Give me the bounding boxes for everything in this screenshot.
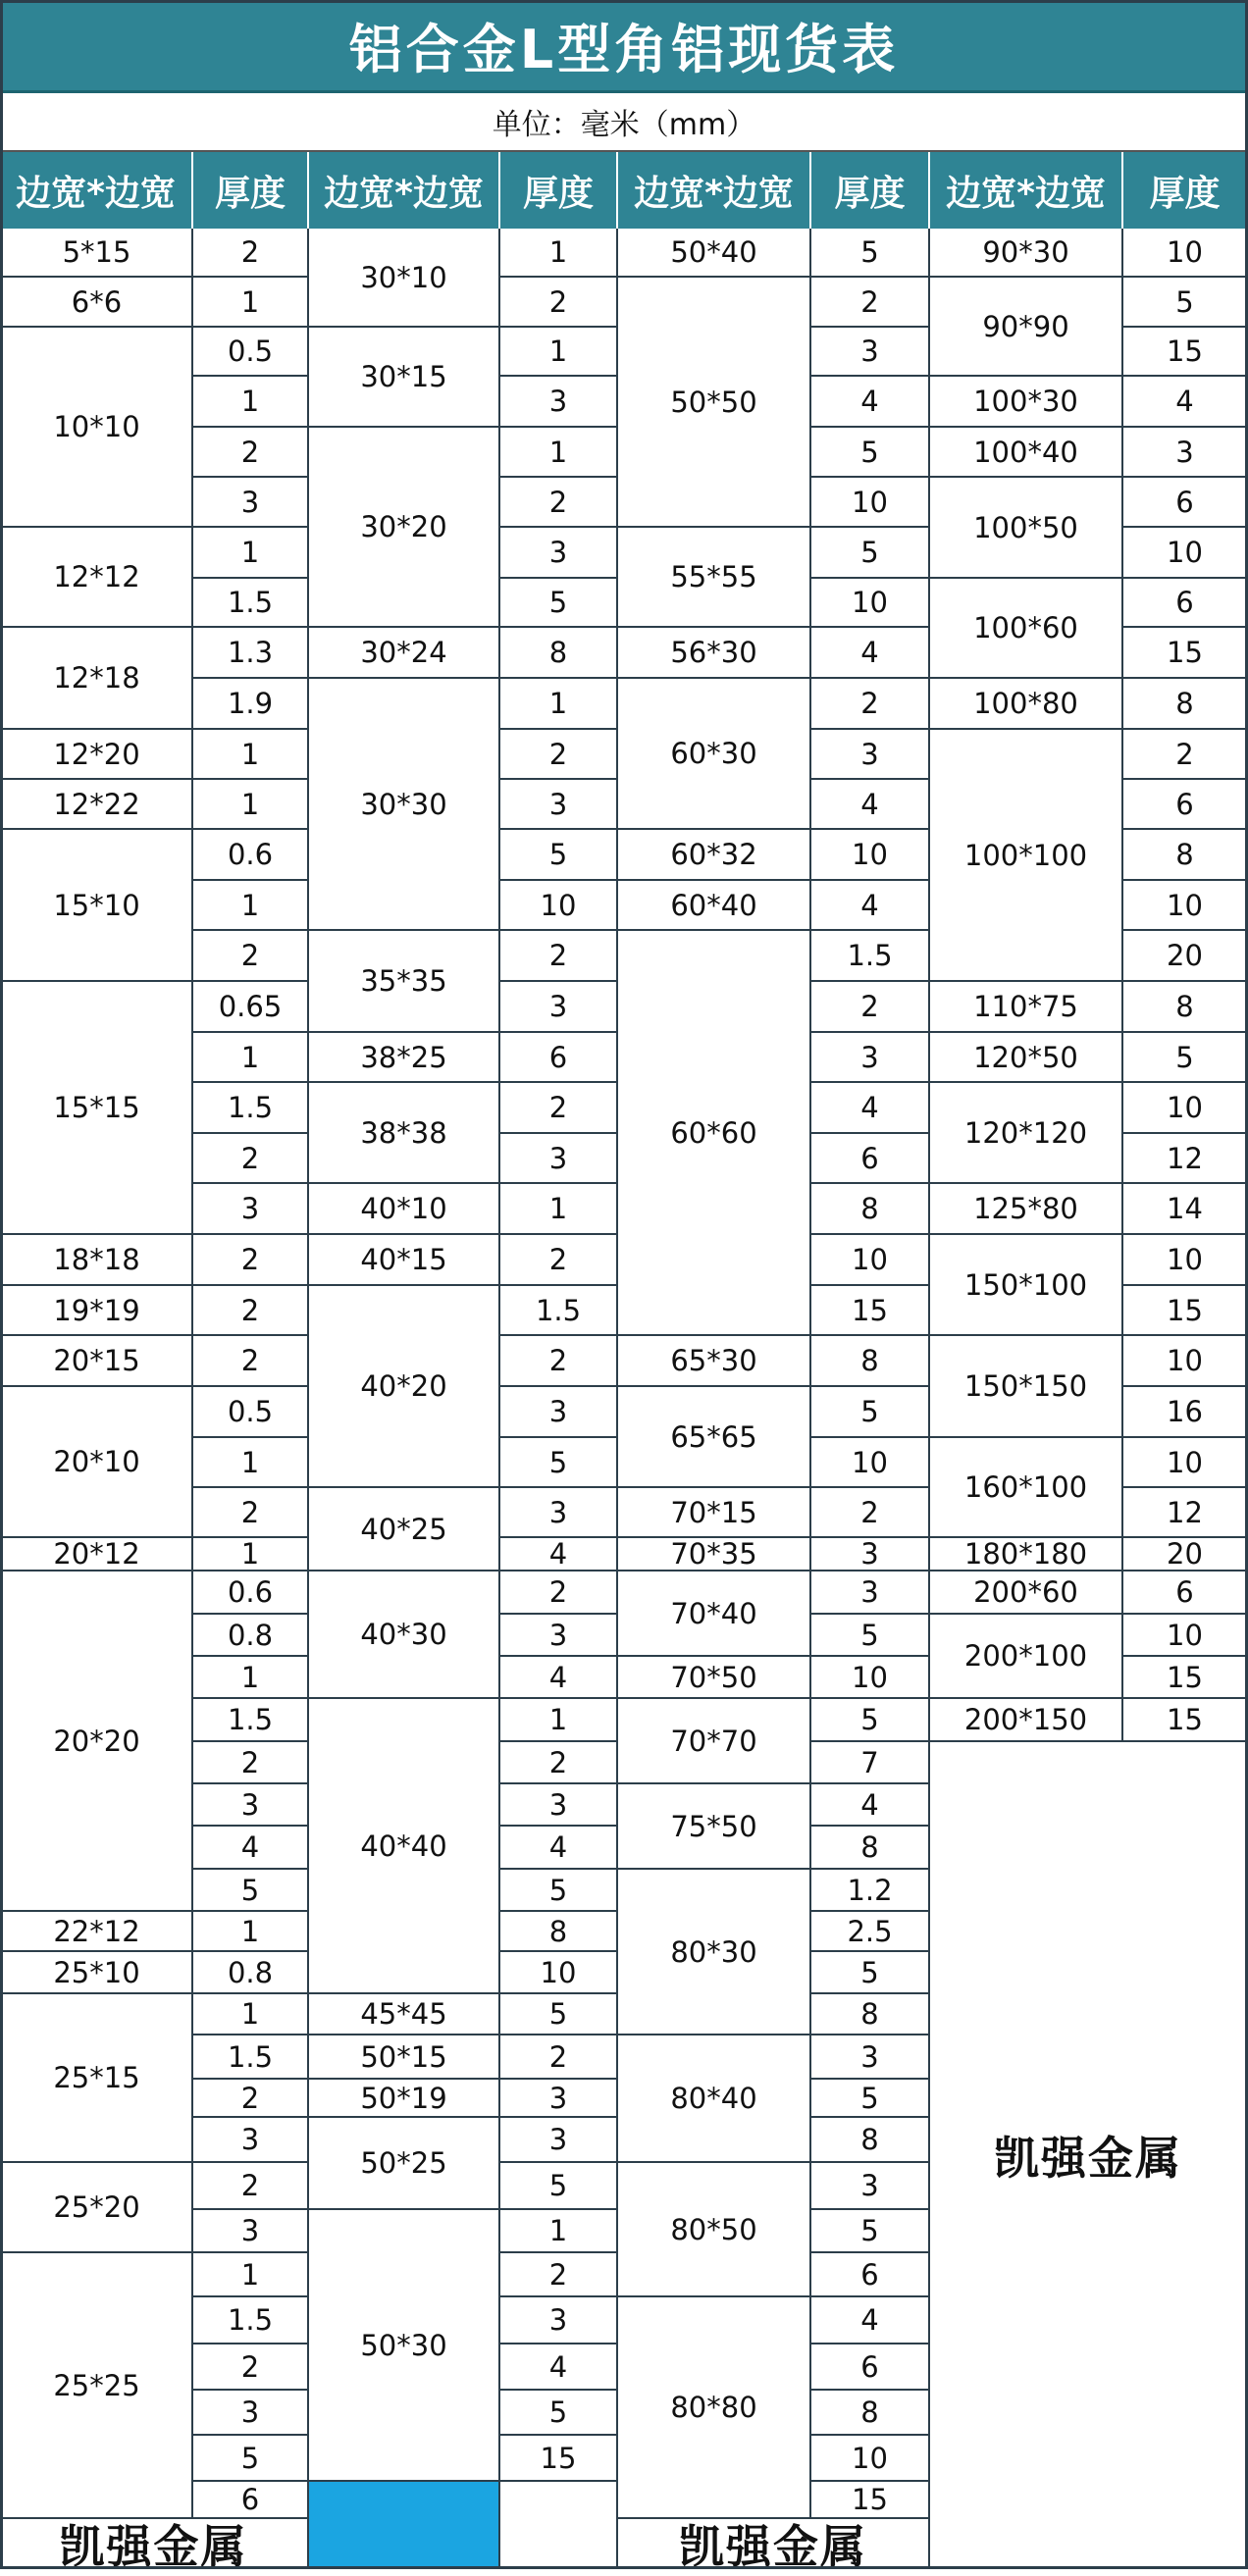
thickness-cell: 7 <box>811 1742 930 1784</box>
thickness-cell: 3 <box>811 1538 930 1571</box>
thickness-cell: 2 <box>500 1235 618 1286</box>
thickness-cell: 2 <box>193 1336 309 1387</box>
header-thickness: 厚度 <box>193 152 309 229</box>
size-cell: 60*32 <box>618 830 811 881</box>
size-cell: 25*20 <box>0 2163 193 2253</box>
thickness-cell: 4 <box>811 377 930 428</box>
thickness-cell: 6 <box>1123 478 1248 528</box>
size-cell: 35*35 <box>309 931 500 1033</box>
thickness-cell: 8 <box>811 2391 930 2436</box>
header-thickness: 厚度 <box>1123 152 1248 229</box>
thickness-cell: 4 <box>811 881 930 931</box>
thickness-cell: 2 <box>193 1742 309 1784</box>
size-cell: 80*50 <box>618 2163 811 2297</box>
thickness-cell: 2 <box>500 2253 618 2297</box>
thickness-cell: 2 <box>811 982 930 1033</box>
thickness-cell: 20 <box>1123 931 1248 982</box>
size-cell: 90*90 <box>930 278 1123 377</box>
thickness-cell: 10 <box>1123 881 1248 931</box>
size-cell: 25*15 <box>0 1994 193 2163</box>
thickness-cell: 5 <box>811 2080 930 2118</box>
thickness-cell: 16 <box>1123 1387 1248 1438</box>
thickness-cell: 1.5 <box>193 1699 309 1742</box>
thickness-cell: 2 <box>811 1488 930 1538</box>
thickness-cell: 5 <box>811 229 930 278</box>
thickness-cell: 6 <box>811 2253 930 2297</box>
thickness-cell: 1.3 <box>193 628 309 679</box>
thickness-cell: 2 <box>193 229 309 278</box>
thickness-cell: 2 <box>193 1488 309 1538</box>
thickness-cell: 2 <box>500 1571 618 1615</box>
thickness-cell: 8 <box>1123 830 1248 881</box>
thickness-cell: 3 <box>193 1184 309 1235</box>
thickness-cell: 1 <box>193 1033 309 1083</box>
thickness-cell: 5 <box>1123 278 1248 328</box>
header-size: 边宽*边宽 <box>309 152 500 229</box>
size-cell: 70*15 <box>618 1488 811 1538</box>
header-size: 边宽*边宽 <box>618 152 811 229</box>
size-cell: 12*18 <box>0 628 193 730</box>
size-cell: 38*38 <box>309 1083 500 1184</box>
size-cell: 25*25 <box>0 2253 193 2519</box>
thickness-cell: 1 <box>193 377 309 428</box>
size-cell: 50*30 <box>309 2210 500 2482</box>
thickness-cell: 8 <box>811 1336 930 1387</box>
thickness-cell: 5 <box>811 1699 930 1742</box>
thickness-cell: 4 <box>811 1784 930 1827</box>
thickness-cell: 2 <box>500 730 618 780</box>
brand-label: 凯强金属 <box>994 2131 1182 2185</box>
thickness-cell: 1 <box>193 881 309 931</box>
size-cell: 50*25 <box>309 2118 500 2210</box>
thickness-cell: 3 <box>500 1387 618 1438</box>
size-cell: 40*20 <box>309 1286 500 1488</box>
thickness-cell: 3 <box>500 528 618 579</box>
brand-label: 凯强金属 <box>679 2519 867 2573</box>
thickness-cell: 2 <box>500 931 618 982</box>
thickness-cell: 4 <box>811 780 930 830</box>
thickness-cell: 6 <box>500 1033 618 1083</box>
size-cell: 65*65 <box>618 1387 811 1488</box>
thickness-cell: 5 <box>811 528 930 579</box>
thickness-cell: 3 <box>500 1134 618 1184</box>
thickness-cell: 5 <box>193 1870 309 1912</box>
thickness-cell: 0.8 <box>193 1615 309 1657</box>
thickness-cell: 1.5 <box>193 579 309 628</box>
size-cell: 40*40 <box>309 1699 500 1994</box>
thickness-cell: 20 <box>1123 1538 1248 1571</box>
thickness-cell: 2 <box>1123 730 1248 780</box>
header-size: 边宽*边宽 <box>930 152 1123 229</box>
thickness-cell: 0.6 <box>193 1571 309 1615</box>
thickness-cell: 2 <box>811 679 930 730</box>
thickness-cell: 10 <box>811 1235 930 1286</box>
thickness-cell: 1 <box>500 2210 618 2253</box>
thickness-cell: 3 <box>193 2210 309 2253</box>
thickness-cell: 1 <box>193 1912 309 1952</box>
size-cell: 100*30 <box>930 377 1123 428</box>
size-cell: 20*12 <box>0 1538 193 1571</box>
thickness-cell: 0.8 <box>193 1952 309 1994</box>
thickness-cell: 3 <box>500 2080 618 2118</box>
size-cell: 22*12 <box>0 1912 193 1952</box>
thickness-cell: 5 <box>811 1387 930 1438</box>
thickness-cell: 1 <box>193 2253 309 2297</box>
size-cell: 70*35 <box>618 1538 811 1571</box>
size-cell: 30*30 <box>309 679 500 931</box>
thickness-cell: 15 <box>1123 328 1248 377</box>
brand-area <box>618 2519 930 2573</box>
thickness-cell: 5 <box>811 1615 930 1657</box>
thickness-cell: 3 <box>811 2035 930 2080</box>
thickness-cell: 4 <box>811 1083 930 1134</box>
thickness-cell: 10 <box>1123 528 1248 579</box>
page-title: 铝合金L型角铝现货表 <box>0 0 1248 93</box>
size-cell: 70*70 <box>618 1699 811 1784</box>
thickness-cell: 6 <box>1123 579 1248 628</box>
size-cell: 12*20 <box>0 730 193 780</box>
size-cell: 45*45 <box>309 1994 500 2035</box>
thickness-cell: 3 <box>811 328 930 377</box>
thickness-cell: 5 <box>500 1438 618 1488</box>
size-cell: 110*75 <box>930 982 1123 1033</box>
thickness-cell: 5 <box>500 2391 618 2436</box>
size-cell: 150*100 <box>930 1235 1123 1336</box>
size-cell: 40*15 <box>309 1235 500 1286</box>
thickness-cell: 8 <box>811 1184 930 1235</box>
thickness-cell: 4 <box>500 1827 618 1870</box>
thickness-cell: 5 <box>500 2163 618 2210</box>
thickness-cell: 5 <box>500 1994 618 2035</box>
thickness-cell: 1 <box>193 730 309 780</box>
thickness-cell: 3 <box>1123 428 1248 478</box>
thickness-cell: 4 <box>500 2344 618 2391</box>
size-cell: 30*15 <box>309 328 500 428</box>
size-cell: 100*80 <box>930 679 1123 730</box>
thickness-cell: 4 <box>193 1827 309 1870</box>
header-size: 边宽*边宽 <box>0 152 193 229</box>
thickness-cell: 4 <box>811 628 930 679</box>
thickness-cell: 1 <box>193 1538 309 1571</box>
thickness-cell: 10 <box>1123 1336 1248 1387</box>
thickness-cell: 3 <box>193 2118 309 2163</box>
brand-area <box>0 2519 309 2573</box>
size-cell: 50*15 <box>309 2035 500 2080</box>
size-cell: 55*55 <box>618 528 811 628</box>
thickness-cell: 2.5 <box>811 1912 930 1952</box>
thickness-cell: 15 <box>1123 1657 1248 1699</box>
thickness-cell: 2 <box>500 1083 618 1134</box>
thickness-cell: 6 <box>1123 780 1248 830</box>
size-cell: 12*12 <box>0 528 193 628</box>
size-cell: 70*40 <box>618 1571 811 1657</box>
size-cell: 70*50 <box>618 1657 811 1699</box>
thickness-cell: 2 <box>193 2163 309 2210</box>
thickness-cell: 3 <box>193 1784 309 1827</box>
thickness-cell: 8 <box>1123 982 1248 1033</box>
thickness-cell: 15 <box>1123 1699 1248 1742</box>
size-cell: 100*50 <box>930 478 1123 579</box>
thickness-cell: 10 <box>500 881 618 931</box>
thickness-cell: 3 <box>193 2391 309 2436</box>
size-cell: 50*40 <box>618 229 811 278</box>
size-cell: 100*60 <box>930 579 1123 679</box>
header-thickness: 厚度 <box>811 152 930 229</box>
thickness-cell: 10 <box>811 579 930 628</box>
size-cell: 19*19 <box>0 1286 193 1336</box>
thickness-cell: 2 <box>193 2080 309 2118</box>
size-cell: 180*180 <box>930 1538 1123 1571</box>
thickness-cell: 1 <box>193 1994 309 2035</box>
thickness-cell: 3 <box>500 2118 618 2163</box>
thickness-cell: 2 <box>193 1235 309 1286</box>
thickness-cell: 6 <box>193 2482 309 2519</box>
thickness-cell: 8 <box>500 1912 618 1952</box>
thickness-cell: 3 <box>500 780 618 830</box>
thickness-cell: 14 <box>1123 1184 1248 1235</box>
size-cell: 50*19 <box>309 2080 500 2118</box>
size-cell: 200*150 <box>930 1699 1123 1742</box>
thickness-cell: 5 <box>193 2436 309 2482</box>
thickness-cell: 10 <box>1123 1235 1248 1286</box>
size-cell: 50*50 <box>618 278 811 528</box>
thickness-cell: 10 <box>811 478 930 528</box>
thickness-cell: 3 <box>500 982 618 1033</box>
thickness-cell: 5 <box>811 1952 930 1994</box>
thickness-cell: 1 <box>500 1699 618 1742</box>
size-cell: 15*15 <box>0 982 193 1235</box>
thickness-cell: 3 <box>811 730 930 780</box>
thickness-cell: 2 <box>500 278 618 328</box>
thickness-cell: 12 <box>1123 1134 1248 1184</box>
size-cell: 30*20 <box>309 428 500 628</box>
thickness-cell: 1 <box>500 1184 618 1235</box>
thickness-cell: 3 <box>193 478 309 528</box>
size-cell: 100*40 <box>930 428 1123 478</box>
thickness-cell: 5 <box>500 1870 618 1912</box>
size-cell: 90*30 <box>930 229 1123 278</box>
brand-label: 凯强金属 <box>59 2519 248 2573</box>
thickness-cell: 1 <box>500 679 618 730</box>
unit-label: 单位：毫米（mm） <box>0 93 1248 152</box>
size-cell: 120*50 <box>930 1033 1123 1083</box>
thickness-cell: 4 <box>500 1538 618 1571</box>
thickness-cell: 1.9 <box>193 679 309 730</box>
size-cell: 150*150 <box>930 1336 1123 1438</box>
size-cell: 30*10 <box>309 229 500 328</box>
thickness-cell: 1.2 <box>811 1870 930 1912</box>
thickness-cell: 8 <box>500 628 618 679</box>
size-cell: 60*60 <box>618 931 811 1336</box>
thickness-cell: 2 <box>193 2344 309 2391</box>
thickness-cell: 0.5 <box>193 1387 309 1438</box>
thickness-cell: 3 <box>500 2297 618 2344</box>
thickness-cell: 3 <box>811 2163 930 2210</box>
thickness-cell: 10 <box>1123 1083 1248 1134</box>
size-cell: 200*60 <box>930 1571 1123 1615</box>
thickness-cell: 6 <box>1123 1571 1248 1615</box>
thickness-cell: 3 <box>500 1784 618 1827</box>
thickness-cell: 2 <box>193 1286 309 1336</box>
thickness-cell: 1.5 <box>193 1083 309 1134</box>
thickness-cell: 3 <box>500 377 618 428</box>
thickness-cell: 15 <box>1123 628 1248 679</box>
thickness-cell: 15 <box>1123 1286 1248 1336</box>
thickness-cell: 10 <box>811 1657 930 1699</box>
brand-area <box>930 1742 1248 2569</box>
size-cell: 56*30 <box>618 628 811 679</box>
thickness-cell: 5 <box>500 830 618 881</box>
size-cell: 25*10 <box>0 1952 193 1994</box>
header-thickness: 厚度 <box>500 152 618 229</box>
thickness-cell: 1 <box>193 1657 309 1699</box>
size-cell: 40*30 <box>309 1571 500 1699</box>
empty-cell <box>500 2482 618 2569</box>
thickness-cell: 0.6 <box>193 830 309 881</box>
thickness-cell: 2 <box>193 428 309 478</box>
thickness-cell: 8 <box>811 2118 930 2163</box>
size-cell: 15*10 <box>0 830 193 982</box>
thickness-cell: 2 <box>500 2035 618 2080</box>
size-cell: 80*30 <box>618 1870 811 2035</box>
thickness-cell: 2 <box>193 1134 309 1184</box>
thickness-cell: 10 <box>1123 229 1248 278</box>
size-cell: 125*80 <box>930 1184 1123 1235</box>
size-cell: 75*50 <box>618 1784 811 1870</box>
thickness-cell: 1.5 <box>811 931 930 982</box>
thickness-cell: 0.5 <box>193 328 309 377</box>
highlight-cell <box>309 2482 500 2569</box>
thickness-cell: 2 <box>500 1742 618 1784</box>
thickness-cell: 10 <box>1123 1615 1248 1657</box>
size-cell: 12*22 <box>0 780 193 830</box>
size-cell: 5*15 <box>0 229 193 278</box>
thickness-cell: 1.5 <box>193 2035 309 2080</box>
size-cell: 65*30 <box>618 1336 811 1387</box>
thickness-cell: 2 <box>500 478 618 528</box>
thickness-cell: 5 <box>811 2210 930 2253</box>
size-cell: 80*80 <box>618 2297 811 2519</box>
thickness-cell: 15 <box>500 2436 618 2482</box>
thickness-cell: 6 <box>811 2344 930 2391</box>
thickness-cell: 10 <box>811 2436 930 2482</box>
thickness-cell: 10 <box>500 1952 618 1994</box>
thickness-cell: 15 <box>811 1286 930 1336</box>
thickness-cell: 1 <box>193 528 309 579</box>
thickness-cell: 2 <box>193 931 309 982</box>
thickness-cell: 1.5 <box>193 2297 309 2344</box>
thickness-cell: 1 <box>500 229 618 278</box>
thickness-cell: 10 <box>811 830 930 881</box>
size-cell: 160*100 <box>930 1438 1123 1538</box>
thickness-cell: 4 <box>1123 377 1248 428</box>
size-cell: 120*120 <box>930 1083 1123 1184</box>
thickness-cell: 5 <box>811 428 930 478</box>
size-cell: 38*25 <box>309 1033 500 1083</box>
thickness-cell: 4 <box>500 1657 618 1699</box>
thickness-cell: 8 <box>811 1827 930 1870</box>
size-cell: 20*10 <box>0 1387 193 1538</box>
thickness-cell: 8 <box>811 1994 930 2035</box>
thickness-cell: 3 <box>500 1488 618 1538</box>
size-cell: 18*18 <box>0 1235 193 1286</box>
size-cell: 20*15 <box>0 1336 193 1387</box>
thickness-cell: 1 <box>193 780 309 830</box>
size-cell: 100*100 <box>930 730 1123 982</box>
thickness-cell: 5 <box>500 579 618 628</box>
thickness-cell: 8 <box>1123 679 1248 730</box>
size-cell: 40*10 <box>309 1184 500 1235</box>
thickness-cell: 10 <box>1123 1438 1248 1488</box>
thickness-cell: 1 <box>500 428 618 478</box>
thickness-cell: 0.65 <box>193 982 309 1033</box>
size-cell: 40*25 <box>309 1488 500 1571</box>
thickness-cell: 10 <box>811 1438 930 1488</box>
thickness-cell: 4 <box>811 2297 930 2344</box>
thickness-cell: 1 <box>500 328 618 377</box>
size-cell: 6*6 <box>0 278 193 328</box>
thickness-cell: 3 <box>500 1615 618 1657</box>
size-cell: 200*100 <box>930 1615 1123 1699</box>
thickness-cell: 3 <box>811 1033 930 1083</box>
size-cell: 60*30 <box>618 679 811 830</box>
thickness-cell: 2 <box>811 278 930 328</box>
thickness-cell: 6 <box>811 1134 930 1184</box>
thickness-cell: 2 <box>500 1336 618 1387</box>
size-cell: 60*40 <box>618 881 811 931</box>
size-cell: 10*10 <box>0 328 193 528</box>
size-cell: 80*40 <box>618 2035 811 2163</box>
thickness-cell: 5 <box>1123 1033 1248 1083</box>
thickness-cell: 3 <box>811 1571 930 1615</box>
thickness-cell: 1.5 <box>500 1286 618 1336</box>
thickness-cell: 12 <box>1123 1488 1248 1538</box>
thickness-cell: 1 <box>193 278 309 328</box>
size-cell: 30*24 <box>309 628 500 679</box>
thickness-cell: 1 <box>193 1438 309 1488</box>
thickness-cell: 15 <box>811 2482 930 2519</box>
size-cell: 20*20 <box>0 1571 193 1912</box>
